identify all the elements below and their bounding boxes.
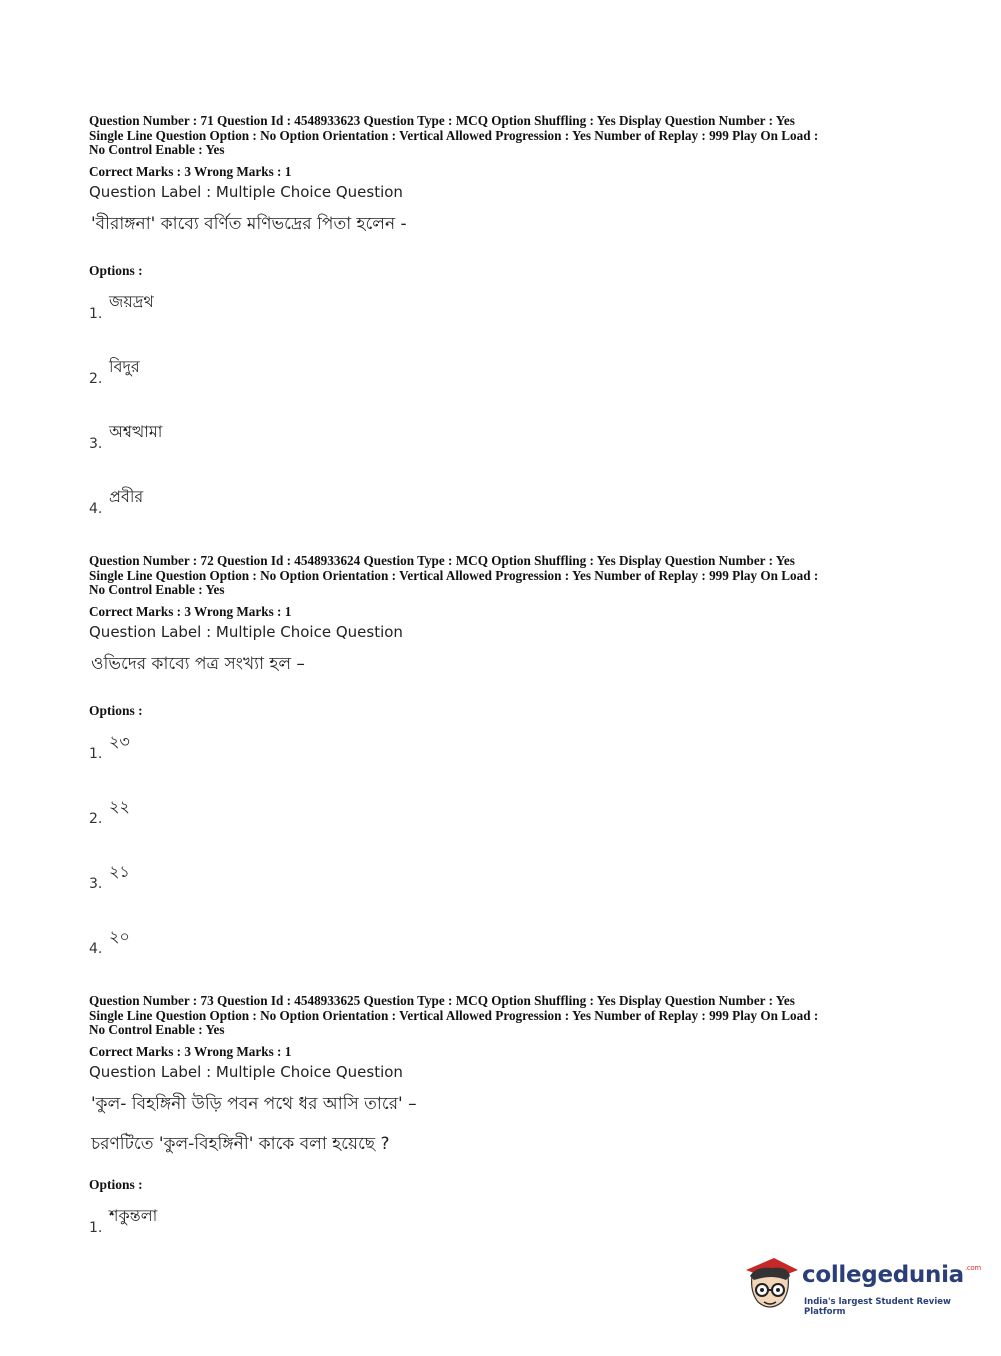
meta-line: Question Number : 72 Question Id : 4548933624 Question Type : MCQ Option Shuffling : Yes Display Question Number : Yes bbox=[89, 553, 795, 568]
question-meta bbox=[89, 994, 919, 1038]
brand-domain: .com bbox=[964, 1264, 981, 1272]
meta-line: Question Number : 71 Question Id : 4548933623 Question Type : MCQ Option Shuffling : Yes Display Question Number : Yes bbox=[89, 113, 795, 128]
options-heading: Options : bbox=[89, 1176, 143, 1192]
meta-line: No Control Enable : Yes bbox=[89, 142, 225, 158]
brand-tagline: India's largest Student Review Platform bbox=[804, 1297, 951, 1317]
option-number: 2. bbox=[89, 370, 103, 387]
question-block-72 bbox=[89, 554, 919, 987]
option-number: 3. bbox=[89, 435, 103, 452]
option-text: প্রবীর bbox=[109, 486, 144, 506]
meta-line: No Control Enable : Yes bbox=[89, 1022, 225, 1038]
question-text-line-2: চরণটিতে 'কুল-বিহঙ্গিনী' কাকে বলা হয়েছে ? bbox=[91, 1133, 390, 1154]
option-item bbox=[89, 482, 919, 547]
option-number: 3. bbox=[89, 875, 103, 892]
option-number: 1. bbox=[89, 1219, 103, 1236]
options-heading: Options : bbox=[89, 702, 143, 718]
meta-line: No Control Enable : Yes bbox=[89, 582, 225, 598]
marks-line: Correct Marks : 3 Wrong Marks : 1 bbox=[89, 163, 292, 179]
question-block-71 bbox=[89, 114, 919, 547]
option-text: অশ্বত্থামা bbox=[109, 421, 163, 441]
marks-line: Correct Marks : 3 Wrong Marks : 1 bbox=[89, 1043, 292, 1059]
option-item bbox=[89, 792, 919, 857]
options-list bbox=[89, 287, 919, 547]
question-meta bbox=[89, 554, 919, 598]
question-block-73 bbox=[89, 994, 919, 1266]
option-item bbox=[89, 922, 919, 987]
option-item bbox=[89, 727, 919, 792]
question-text: 'বীরাঙ্গনা' কাব্যে বর্ণিত মণিভদ্রের পিতা হলেন - bbox=[91, 213, 407, 234]
option-number: 1. bbox=[89, 305, 103, 322]
option-text: ২০ bbox=[109, 926, 130, 946]
option-text: জয়দ্রথ bbox=[109, 291, 154, 311]
question-label: Question Label : Multiple Choice Question bbox=[89, 1062, 403, 1081]
option-item bbox=[89, 857, 919, 922]
option-item bbox=[89, 417, 919, 482]
brand-name bbox=[802, 1262, 980, 1288]
option-number: 2. bbox=[89, 810, 103, 827]
options-heading: Options : bbox=[89, 262, 143, 278]
marks-line: Correct Marks : 3 Wrong Marks : 1 bbox=[89, 603, 292, 619]
meta-line: Single Line Question Option : No Option Orientation : Vertical Allowed Progression : Yes Number of Replay : 999 Play On Load : bbox=[89, 1007, 819, 1023]
question-text: ওভিদের কাব্যে পত্র সংখ্যা হল – bbox=[91, 653, 305, 674]
meta-line: Single Line Question Option : No Option Orientation : Vertical Allowed Progression : Yes Number of Replay : 999 Play On Load : bbox=[89, 567, 819, 583]
question-label: Question Label : Multiple Choice Question bbox=[89, 622, 403, 641]
option-text: ২১ bbox=[109, 861, 130, 881]
option-text: শকুন্তলা bbox=[109, 1205, 158, 1225]
options-list bbox=[89, 727, 919, 987]
option-text: ২৩ bbox=[109, 731, 130, 751]
mascot-icon bbox=[742, 1252, 800, 1314]
question-text: 'কুল- বিহঙ্গিনী উড়ি পবন পথে ধর আসি তারে' – bbox=[91, 1093, 417, 1114]
option-item bbox=[89, 352, 919, 417]
option-text: ২২ bbox=[109, 796, 130, 816]
option-item bbox=[89, 287, 919, 352]
collegedunia-logo bbox=[742, 1252, 981, 1322]
meta-line: Question Number : 73 Question Id : 4548933625 Question Type : MCQ Option Shuffling : Yes Display Question Number : Yes bbox=[89, 993, 795, 1008]
question-meta bbox=[89, 114, 919, 158]
brand-text: collegedunia bbox=[802, 1262, 964, 1288]
meta-line: Single Line Question Option : No Option Orientation : Vertical Allowed Progression : Yes Number of Replay : 999 Play On Load : bbox=[89, 127, 819, 143]
question-label: Question Label : Multiple Choice Question bbox=[89, 182, 403, 201]
option-text: বিদুর bbox=[109, 356, 140, 376]
option-number: 4. bbox=[89, 940, 103, 957]
option-number: 1. bbox=[89, 745, 103, 762]
option-number: 4. bbox=[89, 500, 103, 517]
